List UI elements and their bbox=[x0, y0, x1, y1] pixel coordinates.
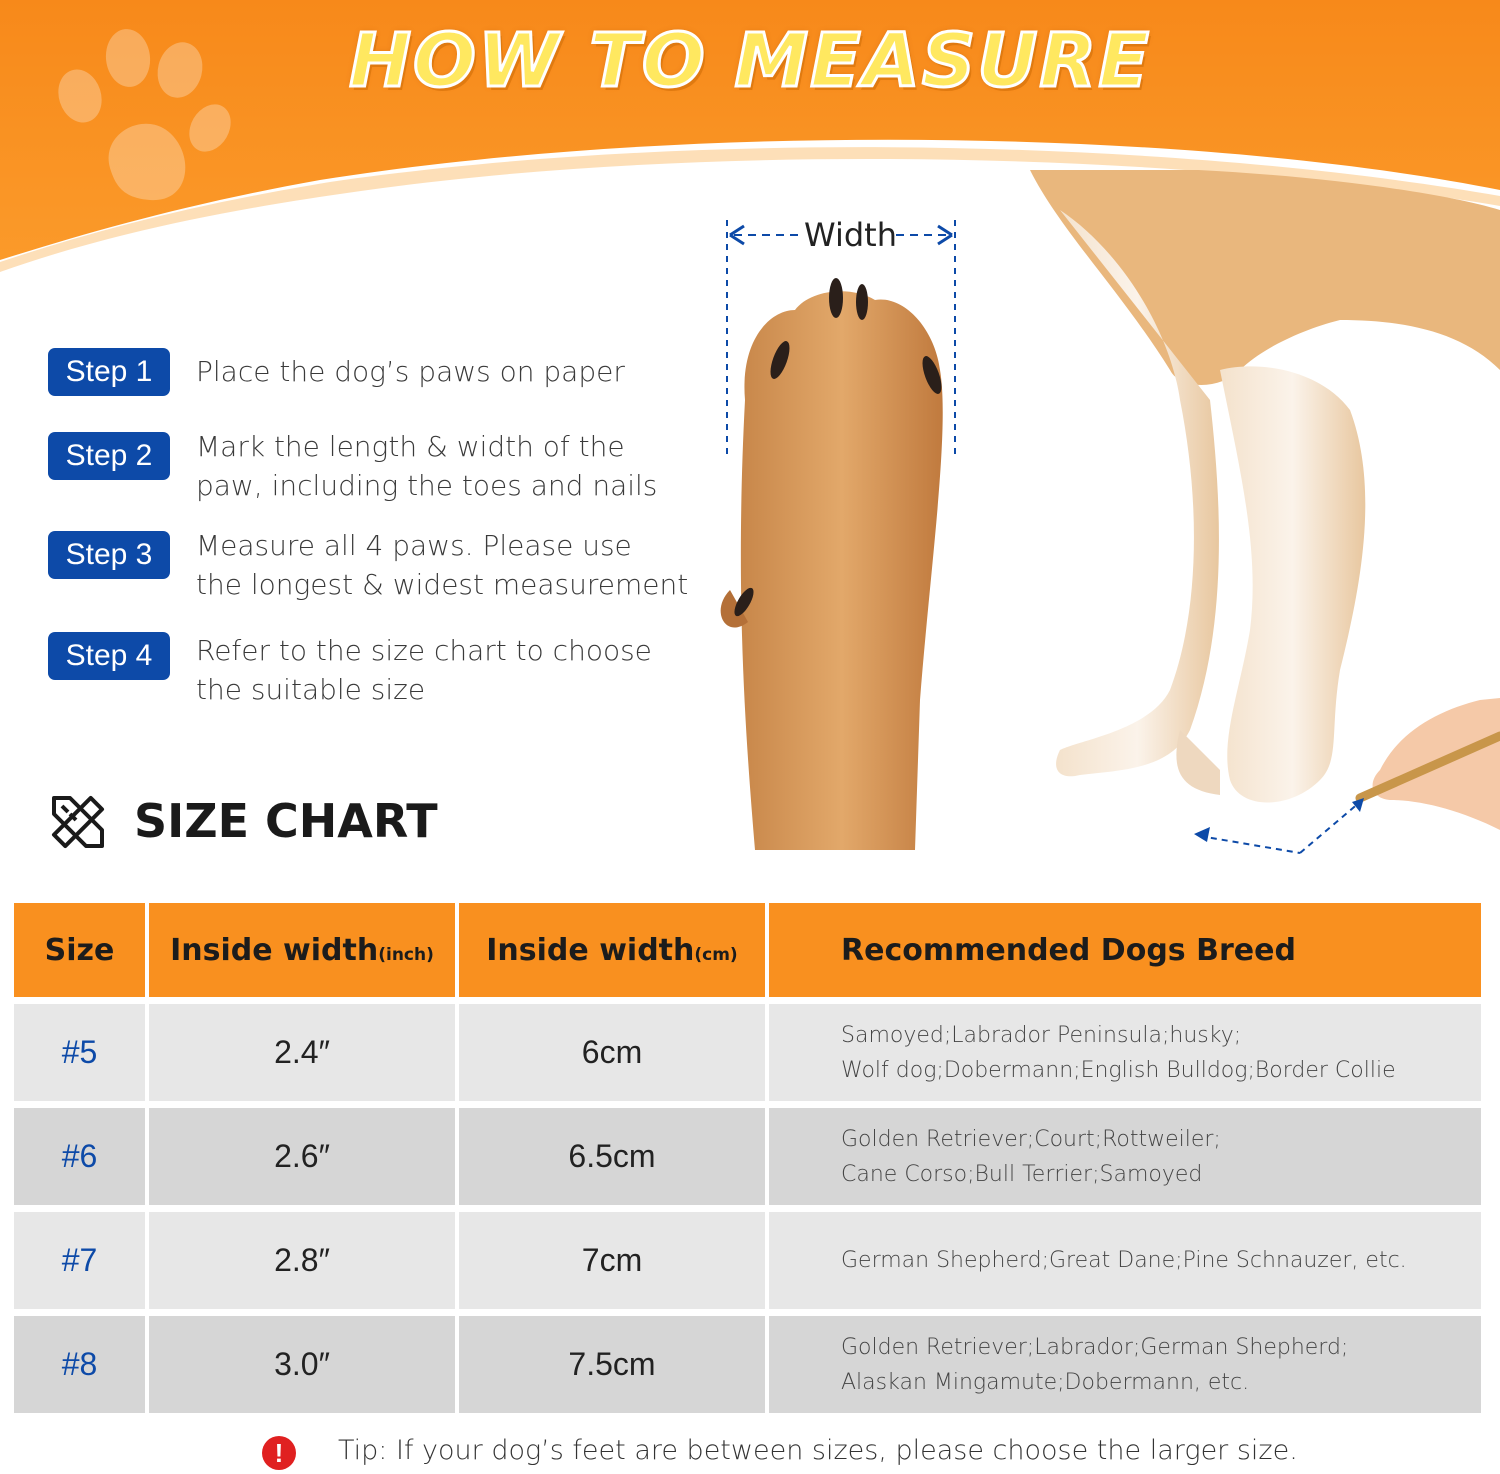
width-label: Width bbox=[804, 216, 897, 254]
column-header-breed: Recommended Dogs Breed bbox=[769, 903, 1481, 997]
page-title: HOW TO MEASURE bbox=[349, 18, 1151, 104]
size-cell: #6 bbox=[14, 1108, 145, 1205]
column-header-width-cm: Inside width(cm) bbox=[459, 903, 765, 997]
step-text: Mark the length & width of the paw, including the toes and nails bbox=[196, 430, 658, 502]
width-inch-cell: 3.0″ bbox=[149, 1316, 455, 1413]
size-cell: #7 bbox=[14, 1212, 145, 1309]
step-badge: Step 1 bbox=[48, 348, 170, 396]
table-row bbox=[14, 1108, 1481, 1205]
step-text: Measure all 4 paws. Please use the longest & widest measurement bbox=[196, 529, 689, 601]
table-header-row bbox=[14, 903, 1481, 997]
column-header-size: Size bbox=[14, 903, 145, 997]
size-cell: #5 bbox=[14, 1004, 145, 1101]
width-inch-cell: 2.4″ bbox=[149, 1004, 455, 1101]
width-inch-cell: 2.6″ bbox=[149, 1108, 455, 1205]
breed-cell: Golden Retriever;Court;Rottweiler; Cane Corso;Bull Terrier;Samoyed bbox=[769, 1108, 1481, 1205]
column-header-width-inch: Inside width(inch) bbox=[149, 903, 455, 997]
size-chart-table bbox=[10, 896, 1485, 1420]
step-text: Place the dog’s paws on paper bbox=[196, 355, 625, 388]
step-badge: Step 4 bbox=[48, 632, 170, 680]
breed-cell: Samoyed;Labrador Peninsula;husky; Wolf dog;Dobermann;English Bulldog;Border Collie bbox=[769, 1004, 1481, 1101]
table-row bbox=[14, 1004, 1481, 1101]
step-badge: Step 2 bbox=[48, 432, 170, 480]
step-text: Refer to the size chart to choose the suitable size bbox=[196, 634, 652, 706]
ruler-pencil-icon bbox=[46, 792, 108, 854]
breed-cell: Golden Retriever;Labrador;German Shepherd; Alaskan Mingamute;Dobermann, etc. bbox=[769, 1316, 1481, 1413]
exclamation-icon: ! bbox=[262, 1436, 296, 1470]
width-cm-cell: 7.5cm bbox=[459, 1316, 765, 1413]
width-cm-cell: 6.5cm bbox=[459, 1108, 765, 1205]
tip-note bbox=[262, 1434, 1362, 1474]
width-inch-cell: 2.8″ bbox=[149, 1212, 455, 1309]
table-row bbox=[14, 1316, 1481, 1413]
dog-paw-illustration bbox=[700, 170, 1500, 870]
size-cell: #8 bbox=[14, 1316, 145, 1413]
tip-text: Tip: If your dog’s feet are between sizes, please choose the larger size. bbox=[338, 1435, 1298, 1466]
step-badge: Step 3 bbox=[48, 531, 170, 579]
size-chart-title: SIZE CHART bbox=[134, 794, 438, 848]
width-cm-cell: 6cm bbox=[459, 1004, 765, 1101]
width-cm-cell: 7cm bbox=[459, 1212, 765, 1309]
breed-cell: German Shepherd;Great Dane;Pine Schnauzer, etc. bbox=[769, 1212, 1481, 1309]
table-row bbox=[14, 1212, 1481, 1309]
